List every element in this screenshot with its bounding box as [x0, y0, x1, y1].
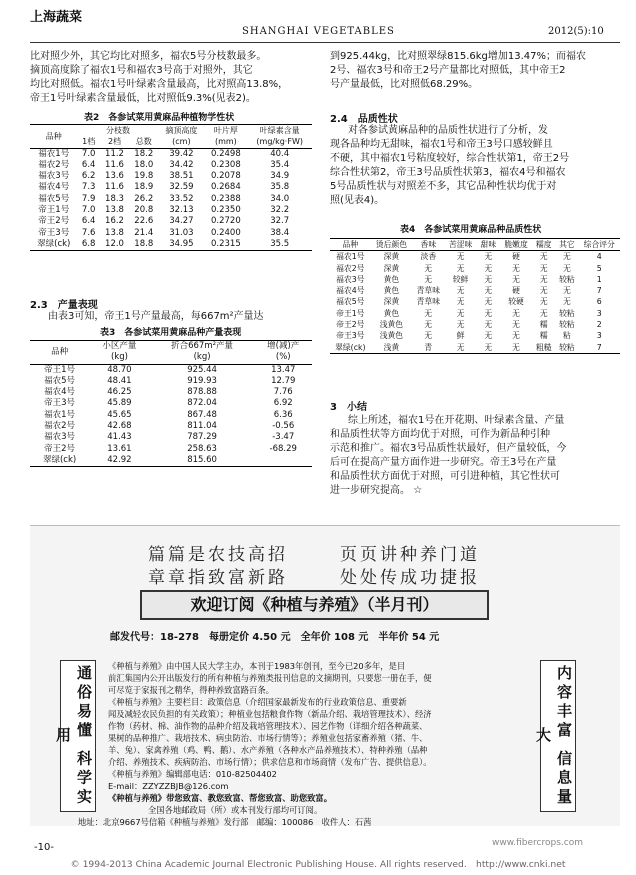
- table-cell: 无: [562, 263, 571, 273]
- right-top-paragraph: 到925.44kg，比对照翠绿815.6kg增加13.47%；而福农 2号、福农3号和帝王2号产量都比对照低，其中帝王2 号产量最低，比对照低68.29%。: [330, 51, 587, 90]
- table-cell: 帝王3号: [44, 398, 76, 409]
- table-cell: 无: [484, 297, 493, 307]
- table-row: [330, 263, 620, 274]
- table-cell: 2: [596, 320, 602, 330]
- left-top-paragraph: 比对照少外，其它均比对照多，福农5号分枝数最多。 摘顶高度除了福农1号和福农3号高于对照外，其它 均比对照低。福农1号叶绿素含量最高，比对照高13.8%， 帝王1号叶绿素含量最低，比对照低9.3%(见表2)。: [30, 51, 289, 104]
- table-row: [30, 194, 312, 205]
- table-cell: 硬: [512, 286, 520, 296]
- subscription-info: 邮发代号：18-278 每册定价 4.50 元 全年价 108 元 半年价 54 元: [110, 632, 440, 643]
- table-cell: 21.4: [134, 227, 154, 238]
- table-cell: 34.27: [169, 216, 194, 227]
- table-cell: 帝王2号: [44, 443, 76, 454]
- table-cell: 3: [596, 308, 602, 318]
- table-cell: 5: [596, 263, 602, 273]
- table-cell: 福农4号: [38, 182, 70, 193]
- table-cell: 42.68: [107, 421, 132, 432]
- table-cell: 福农2号: [38, 159, 70, 170]
- table-cell: 34.42: [169, 159, 194, 170]
- table-cell: 无: [484, 342, 493, 352]
- table-cell: 13.47: [271, 364, 296, 375]
- ad-title: 欢迎订阅《种植与养殖》（半月刊）: [140, 590, 489, 620]
- section-3-text: 综上所述，福农1号在开花期、叶绿素含量、产量 和品质性状等方面均优于对照，可作为新品种引种 示范和推广。福农3号品质性状最好，但产量较低，今 后可在提高产量方面作进一步研究。帝王3号在产量 和品质性状方面优于对照，可引进种植，其它性状可 进一步研究提高。 ☆: [330, 415, 567, 496]
- table-cell: 无: [562, 252, 571, 262]
- right-sidebox: 内容丰富 信息量大: [540, 660, 576, 812]
- table-row: [30, 160, 312, 171]
- table-cell: 13.8: [105, 227, 124, 238]
- table-cell: 13.6: [105, 171, 124, 182]
- table-cell: 硬: [512, 252, 520, 262]
- table-cell: 深黄: [383, 252, 400, 262]
- table-cell: 无: [512, 263, 520, 273]
- table-cell: 较粘: [559, 320, 575, 330]
- table-cell: 较粘: [559, 274, 575, 284]
- table-row: [30, 216, 312, 227]
- table-cell: 6.2: [81, 171, 96, 182]
- table-cell: 39.42: [169, 148, 194, 159]
- table-cell: 福农4号: [44, 387, 76, 398]
- table-cell: 45.65: [107, 409, 132, 420]
- table-cell: 42.92: [107, 454, 132, 465]
- table-cell: 鲜: [456, 331, 465, 341]
- table-cell: 6.8: [81, 238, 96, 249]
- journal-title-en: SHANGHAI VEGETABLES: [242, 26, 395, 37]
- table-row: [330, 251, 620, 263]
- table-cell: 无: [456, 320, 465, 330]
- table-cell: 0.2720: [211, 216, 241, 227]
- table-cell: 青草味: [416, 297, 441, 307]
- table-cell: 41.43: [107, 432, 132, 443]
- slogan-3: 章章指致富新路: [148, 568, 288, 588]
- table-cell: 无: [484, 331, 493, 341]
- table-cell: 0.2400: [211, 227, 241, 238]
- table-cell: 深黄: [383, 263, 400, 273]
- table-cell: 福农2号: [44, 421, 76, 432]
- table-cell: 无: [512, 331, 520, 341]
- table-cell: 无: [539, 286, 548, 296]
- table-cell: 34.0: [270, 193, 290, 204]
- table-row: [30, 444, 312, 455]
- table-cell: 0.2498: [211, 148, 241, 159]
- table-row: [330, 274, 620, 285]
- end-mark: ☆: [413, 485, 423, 496]
- table-cell: 深黄: [383, 297, 400, 307]
- slogan-1: 篇篇是农技高招: [148, 545, 288, 565]
- table-cell: 32.59: [169, 182, 194, 193]
- table-cell: 31.03: [169, 227, 194, 238]
- table-cell: 6.92: [273, 398, 293, 409]
- table-cell: 福农3号: [38, 171, 70, 182]
- table-cell: 11.6: [105, 159, 124, 170]
- table-cell: 无: [424, 308, 433, 318]
- table-cell: 12.0: [105, 238, 124, 249]
- table-cell: 4: [596, 252, 602, 262]
- table-cell: 38.4: [270, 227, 290, 238]
- table-cell: 无: [512, 274, 520, 284]
- slogan-2: 页页讲种养门道: [340, 545, 480, 565]
- table2: 品种 分枝数 摘顶高度 叶片厚 叶绿素含量 1档 2档 总数 (cm) (mm) (mg/kg·FW) 福农1号 7.0 11.2 18.2 39.42 0.2498 40.4 福农2号 6.4 11.6 18.0 34.42 0.2308 35.4 福农3号 6.2 13.6 19.8 38.51 0.2078 34.9 福农4号 7.3 11.6 18.9 32.59 0.2684 35.8 福农5号 7.9 18.3 26.2 33.52 0.2388 34.0 帝王1号 7.0 13.8 20.8 32.13 0.2350 32.2 帝王2号 6.4 16.2 22.6 34.27 0.2720 32.7 帝王3号 7.6 13.8 21.4 31.03 0.2400 38.4 翠绿(ck) 6.8 12.0 18.8 34.95 0.2315 35.5: [30, 124, 312, 251]
- table-cell: 帝王1号: [38, 205, 70, 216]
- table-cell: 0.2388: [211, 193, 241, 204]
- table-cell: 11.2: [105, 148, 124, 159]
- table4: 品种 烫后颜色 香味 苦涩味 甜味 脆嫩度 糯度 其它 综合评分 福农1号 深黄 淡香 无 无 硬 无 无 4 福农2号 深黄 无 无 无 无 无 无 5 福农3号 黄色 无 较鲜 无 无 无 较粘 1 福农4号 黄色 青草味 无 无 硬 无 无 7 福农5号 深黄 青草味 无 无 较硬 无 无 6 帝王1号 黄色 无 无 无 无 无 较粘 3 帝王2号 浅黄色 无 无 无 无 糯 较粘 2 帝王3号 浅黄色 无 鲜 无 无 糯 粘 3 翠绿(ck) 浅黄 青 无 无 无 粗糙 较粘 7: [330, 238, 620, 354]
- table-row: [330, 296, 620, 307]
- table-cell: -68.29: [269, 443, 297, 454]
- table-cell: 22.6: [134, 216, 154, 227]
- copyright-footer: © 1994-2013 China Academic Journal Electronic Publishing House. All rights reserved. http://www.cnki.net: [70, 859, 566, 870]
- table-cell: 6.4: [81, 159, 96, 170]
- table-cell: 7.0: [81, 205, 96, 216]
- table-cell: 无: [539, 297, 548, 307]
- table-cell: 帝王3号: [38, 227, 70, 238]
- table-cell: 无: [484, 286, 493, 296]
- table-cell: 46.25: [107, 387, 132, 398]
- table-cell: 福农1号: [44, 409, 76, 420]
- table-row: [330, 342, 620, 354]
- table-row: [30, 205, 312, 216]
- table-cell: 45.89: [107, 398, 132, 409]
- table-cell: 糯: [539, 331, 548, 341]
- table-cell: 无: [484, 263, 493, 273]
- table-cell: 浅黄: [383, 342, 400, 352]
- table-cell: 26.2: [134, 193, 154, 204]
- table-cell: 青: [424, 342, 433, 352]
- table-cell: 787.29: [187, 432, 217, 443]
- table-cell: 无: [456, 342, 465, 352]
- table-cell: -0.56: [272, 421, 295, 432]
- table-cell: 粗糙: [535, 342, 552, 352]
- table-cell: 福农4号: [336, 286, 365, 296]
- table-row: [30, 364, 312, 376]
- table-cell: 13.61: [107, 443, 132, 454]
- table-cell: 811.04: [187, 421, 217, 432]
- table-cell: 福农3号: [336, 274, 365, 284]
- table-cell: 无: [539, 263, 548, 273]
- table-cell: 较鲜: [452, 274, 469, 284]
- table-cell: 无: [484, 320, 493, 330]
- table-cell: 福农5号: [336, 297, 365, 307]
- table-cell: 3: [596, 331, 602, 341]
- table-cell: 32.2: [270, 205, 290, 216]
- table-row: [30, 148, 312, 160]
- table-cell: 翠绿(ck): [37, 238, 71, 249]
- table-cell: 淡香: [420, 252, 437, 262]
- table-cell: 18.3: [105, 193, 124, 204]
- table-cell: 7.76: [273, 387, 293, 398]
- table-cell: 32.13: [169, 205, 194, 216]
- table-cell: 7.9: [81, 193, 96, 204]
- journal-title-cn: 上海蔬菜: [30, 10, 83, 25]
- table-cell: 无: [456, 252, 465, 262]
- table-cell: 925.44: [187, 364, 217, 375]
- table-cell: 40.4: [270, 148, 290, 159]
- table-cell: 翠绿(ck): [42, 454, 77, 465]
- table-cell: 18.2: [134, 148, 154, 159]
- table-cell: 33.52: [169, 193, 194, 204]
- table-cell: 翠绿(ck): [335, 342, 366, 352]
- section-3-title: 3 小结: [330, 402, 367, 413]
- table-row: [330, 308, 620, 319]
- table-cell: 较粘: [559, 308, 575, 318]
- table-cell: 48.41: [107, 375, 132, 386]
- table-cell: 糯: [539, 320, 548, 330]
- table-cell: 无: [424, 320, 433, 330]
- table-cell: 35.8: [270, 182, 290, 193]
- table-cell: 较硬: [508, 297, 524, 307]
- table4-caption: 表4 各参试菜用黄麻品种品质性状: [400, 225, 542, 235]
- table-cell: 19.8: [134, 171, 154, 182]
- table-cell: 无: [456, 297, 465, 307]
- table-cell: 福农5号: [44, 375, 76, 386]
- table-cell: 青草味: [416, 286, 441, 296]
- table-cell: 无: [539, 308, 548, 318]
- table-cell: 福农1号: [336, 252, 365, 262]
- table-cell: 0.2684: [211, 182, 241, 193]
- section-2-4-title: 2.4 品质性状: [330, 114, 398, 125]
- table-cell: 919.93: [187, 375, 217, 386]
- table-cell: 福农3号: [44, 432, 76, 443]
- table2-caption: 表2 各参试菜用黄麻品种植物学性状: [84, 113, 235, 123]
- table-cell: 878.88: [187, 387, 217, 398]
- table-cell: 浅黄色: [379, 320, 404, 330]
- table-cell: 7.3: [81, 182, 96, 193]
- table-cell: 34.9: [270, 171, 290, 182]
- table-cell: 福农2号: [336, 263, 365, 273]
- section-2-4-text: 对各参试黄麻品种的品质性状进行了分析，发 现各品种均无甜味，福农1号和帝王3号口感较鲜且 不硬，其中福农1号粘度较好，综合性状第1，帝王2号 综合性状第2，帝王3号品质性状第3，福农4号和福农 5号品质性状与对照差不多，其它品种性状均优于对 照(见表4)。: [330, 125, 570, 206]
- table-cell: 18.8: [134, 238, 154, 249]
- table-cell: 0.2308: [211, 159, 241, 170]
- table-cell: 872.04: [187, 398, 217, 409]
- table-cell: 0.2315: [211, 238, 241, 249]
- table-cell: 7: [596, 342, 602, 352]
- table-row: [30, 376, 312, 387]
- table-cell: 12.79: [271, 375, 296, 386]
- table-cell: 0.2350: [211, 205, 241, 216]
- table-cell: 无: [539, 252, 548, 262]
- issue-number: 2012(5):10: [548, 26, 604, 37]
- table-cell: 无: [539, 274, 548, 284]
- table-cell: 无: [512, 342, 520, 352]
- table-row: [330, 330, 620, 341]
- table-cell: 20.8: [134, 205, 154, 216]
- table-cell: 7.6: [81, 227, 96, 238]
- table-cell: 7.0: [81, 148, 96, 159]
- table-row: [30, 387, 312, 398]
- table-cell: 258.63: [187, 443, 217, 454]
- table-cell: 无: [562, 286, 571, 296]
- table-cell: 无: [424, 274, 433, 284]
- table-cell: 0.2078: [211, 171, 241, 182]
- table-cell: 帝王3号: [336, 331, 365, 341]
- table3: 品种 小区产量 折合667m²产量 增(减)产 (kg) (kg) (%) 帝王1号 48.70 925.44 13.47 福农5号 48.41 919.93 12.79 福农4号 46.25 878.88 7.76 帝王3号 45.89 872.04 6.92 福农1号 45.65 867.48 6.36 福农2号 42.68 811.04 -0.56 福农3号 41.43 787.29 -3.47 帝王2号 13.61 258.63 -68.29 翠绿(ck) 42.92 815.60: [30, 340, 312, 467]
- table-row: [30, 182, 312, 193]
- table-cell: 6.4: [81, 216, 96, 227]
- table-cell: 1: [596, 274, 602, 284]
- table-cell: 32.7: [270, 216, 290, 227]
- table-cell: 无: [562, 297, 571, 307]
- header-rule: [30, 42, 620, 43]
- table-cell: 18.9: [134, 182, 154, 193]
- table-cell: 无: [484, 308, 493, 318]
- table3-caption: 表3 各参试菜用黄麻品种产量表现: [100, 328, 242, 338]
- page-number: -10-: [34, 842, 54, 853]
- table-cell: 35.4: [270, 159, 290, 170]
- watermark: www.fibercrops.com: [492, 838, 583, 848]
- table-cell: 无: [424, 331, 433, 341]
- table-row: [330, 285, 620, 296]
- table-cell: 815.60: [187, 454, 217, 465]
- table-cell: -3.47: [272, 432, 295, 443]
- table-cell: 浅黄色: [379, 331, 404, 341]
- left-sidebox: 通俗易懂 科学实用: [60, 660, 96, 812]
- table-cell: 帝王1号: [336, 308, 365, 318]
- table-row: [30, 239, 312, 251]
- table-cell: 无: [484, 274, 493, 284]
- table-row: [30, 455, 312, 467]
- table-cell: 黄色: [383, 286, 400, 296]
- table-cell: 帝王1号: [44, 364, 76, 375]
- table-cell: 无: [484, 252, 493, 262]
- table-cell: 无: [424, 263, 433, 273]
- table-cell: 无: [456, 286, 465, 296]
- slogan-4: 处处传成功捷报: [340, 568, 480, 588]
- table-cell: 38.51: [169, 171, 194, 182]
- table-cell: 帝王2号: [336, 320, 365, 330]
- section-2-3-text: 由表3可知，帝王1号产量最高，每667m²产量达: [48, 311, 264, 322]
- table-cell: 7: [596, 286, 602, 296]
- table-cell: 黄色: [383, 274, 400, 284]
- table-cell: 35.5: [270, 238, 290, 249]
- table-cell: 帝王2号: [38, 216, 70, 227]
- table-cell: 6.36: [273, 409, 293, 420]
- table-cell: 无: [456, 263, 465, 273]
- table-cell: 无: [456, 308, 465, 318]
- table-cell: 34.95: [169, 238, 194, 249]
- table-cell: 13.8: [105, 205, 124, 216]
- table-cell: 48.70: [107, 364, 132, 375]
- table-cell: 福农1号: [38, 148, 70, 159]
- table-row: [30, 432, 312, 443]
- table-cell: 粘: [562, 331, 571, 341]
- table-cell: 较粘: [559, 342, 575, 352]
- table-row: [30, 410, 312, 421]
- table-cell: 6: [596, 297, 602, 307]
- table-row: [30, 421, 312, 432]
- ad-body-text: 《种植与养殖》由中国人民大学主办，本刊于1983年创刊，至今已20多年，是目 前汇集国内公开出版发行的所有种植与养殖类报刊信息的文摘期刊，只要您一册在手，便 可尽览于家报刊之精华，得种养致富路百条。 《种植与养殖》主要栏目：政策信息（介绍国家最新发布的行业政策信息、重要新 闻及减轻农民负担的有关政策）；种植业包括粮食作物（新品介绍、栽培管理技术）、经济 作物（药材、棉、油作物的品种介绍及栽培管理技术）、园艺作物（详细介绍各种蔬菜、 果树的品种推广、栽培技术、病虫防治、市场行情等）；养殖业包括家畜养殖（猪、牛、 羊、兔）、家禽养殖（鸡、鸭、鹅）、水产养殖（各种水产品养殖技术）、特种养殖（品种 介绍、养殖技术、疾病防治、市场行情）；供求信息和市场商情（发布广告、提供信息）。 《种植与养殖》编辑部电话：010-82504402 E-mail：ZZYZZBJB@126.com 《种植与养殖》带您致富、教您致富、帮您致富、助您致富。 全国各地邮政局（所）或本刊发行部均可订阅。 地址：北京9667号信箱《种植与养殖》发行部 邮编：100086 收件人：石茜: [78, 661, 432, 827]
- table-cell: 无: [512, 320, 520, 330]
- table-row: [30, 171, 312, 182]
- section-2-3-title: 2.3 产量表现: [30, 300, 98, 311]
- table-row: [330, 319, 620, 330]
- table-cell: 黄色: [383, 308, 400, 318]
- table-cell: 11.6: [105, 182, 124, 193]
- table-row: [30, 228, 312, 239]
- table-cell: [254, 455, 312, 467]
- table-cell: 18.0: [134, 159, 154, 170]
- table-row: [30, 398, 312, 409]
- table-cell: 福农5号: [38, 193, 70, 204]
- table-cell: 16.2: [105, 216, 124, 227]
- table-cell: 无: [512, 308, 520, 318]
- table-cell: 867.48: [187, 409, 217, 420]
